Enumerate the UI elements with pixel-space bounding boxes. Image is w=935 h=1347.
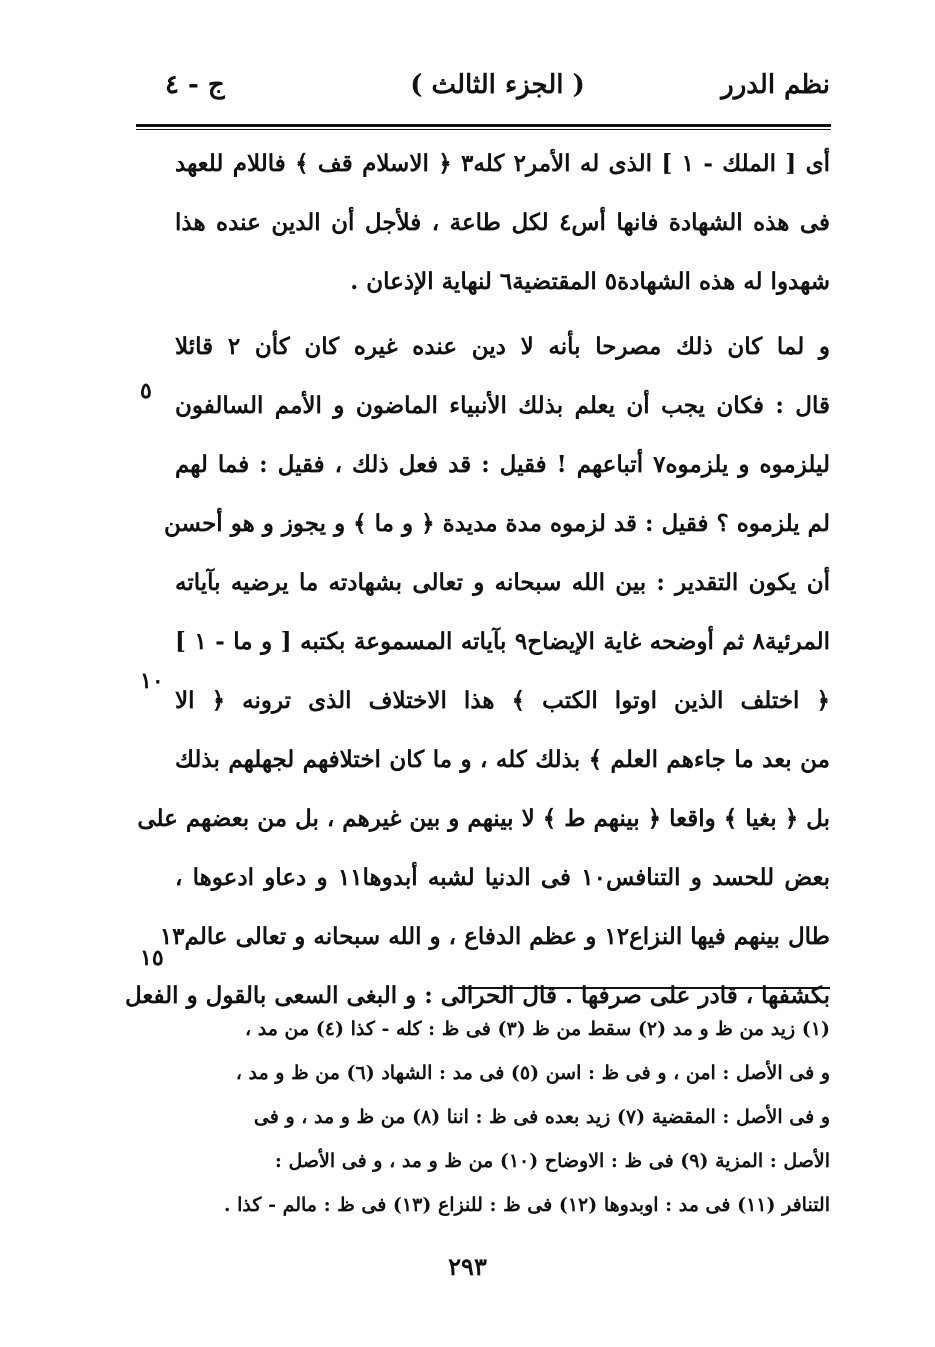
text-line: أن يكون التقدير : بين الله سبحانه و تعالى بشهادته ما يرضيه بآياته [175, 569, 830, 596]
footnote-line: و فى الأصل : امن ، و فى ظ : اسن (٥) فى مد : الشهاد (٦) من ظ و مد ، [235, 1062, 830, 1084]
footnote-line: (١) زيد من ظ و مد (٢) سقط من ظ (٣) فى ظ : كله - كذا (٤) من مد ، [244, 1018, 830, 1040]
text-line: لم يلزموه ؟ فقيل : قد لزموه مدة مديدة ﴿ و ما ﴾ و يجوز و هو أحسن [164, 510, 830, 537]
text-line: بكشفها ، قادر على صرفها . قال الحرالى : و البغى السعى بالقول و الفعل [125, 982, 830, 1009]
footnote-line: الأصل : المزية (٩) فى ظ : الاوضاح (١٠) من ظ و مد ، و فى الأصل : [274, 1150, 830, 1172]
header-rule [136, 124, 831, 130]
text-line: فى هذه الشهادة فانها أس٤ لكل طاعة ، فلأجل أن الدين عنده هذا [175, 209, 831, 236]
page-number: ٢٩٣ [448, 1252, 487, 1281]
text-line: و لما كان ذلك مصرحا بأنه لا دين عنده غيره كان كأن ٢ قائلا [175, 333, 830, 360]
footnotes [163, 1007, 830, 1227]
text-line: بل ﴿ بغيا ﴾ واقعا ﴿ بينهم ط ﴾ لا بينهم و بين غيرهم ، بل من بعضهم على [137, 805, 830, 832]
footnote-line: التنافر (١١) فى مد : اوبدوها (١٢) فى ظ : للنزاع (١٣) فى ظ : مالم - كذا . [223, 1194, 830, 1216]
footnote-line: و فى الأصل : المقضية (٧) زيد بعده فى ظ : اننا (٨) من ظ و مد ، و فى [253, 1106, 830, 1128]
line-number-10: ١٠ [140, 668, 164, 694]
running-header [165, 70, 830, 110]
text-line: من بعد ما جاءهم العلم ﴾ بذلك كله ، و ما كان اختلافهم لجهلهم بذلك [175, 746, 830, 773]
text-line: ليلزموه و يلزموه٧ أتباعهم ! فقيل : قد فعل ذلك ، فقيل : فما لهم [175, 451, 830, 478]
text-line: شهدوا له هذه الشهادة٥ المقتضية٦ لنهاية الإذعان . [350, 268, 830, 295]
book-title: نظم الدرر [721, 70, 830, 100]
text-line: أى [ الملك - ١ ] الذى له الأمر٢ كله٣ ﴿ الاسلام قف ﴾ فاللام للعهد [175, 150, 830, 177]
line-number-15: ١٥ [140, 945, 164, 971]
part-label: ( الجزء الثالث ) [410, 70, 585, 100]
line-number-5: ٥ [140, 378, 152, 404]
volume-label: ج - ٤ [165, 70, 225, 100]
text-line: ﴿ اختلف الذين اوتوا الكتب ﴾ هذا الاختلاف الذى ترونه ﴿ الا [175, 687, 830, 714]
text-line: بعض للحسد و التنافس١٠ فى الدنيا لشبه أبدوها١١ و دعاو ادعوها ، [175, 864, 831, 891]
text-line: طال بينهم فيها النزاع١٢ و عظم الدفاع ، و الله سبحانه و تعالى عالم١٣ [159, 923, 830, 950]
text-line: قال : فكان يجب أن يعلم بذلك الأنبياء الماضون و الأمم السالفون [175, 392, 830, 419]
text-line: المرئية٨ ثم أوضحه غاية الإيضاح٩ بآياته المسموعة بكتبه [ و ما - ١ ] [175, 628, 831, 655]
footnote-rule [458, 987, 830, 989]
